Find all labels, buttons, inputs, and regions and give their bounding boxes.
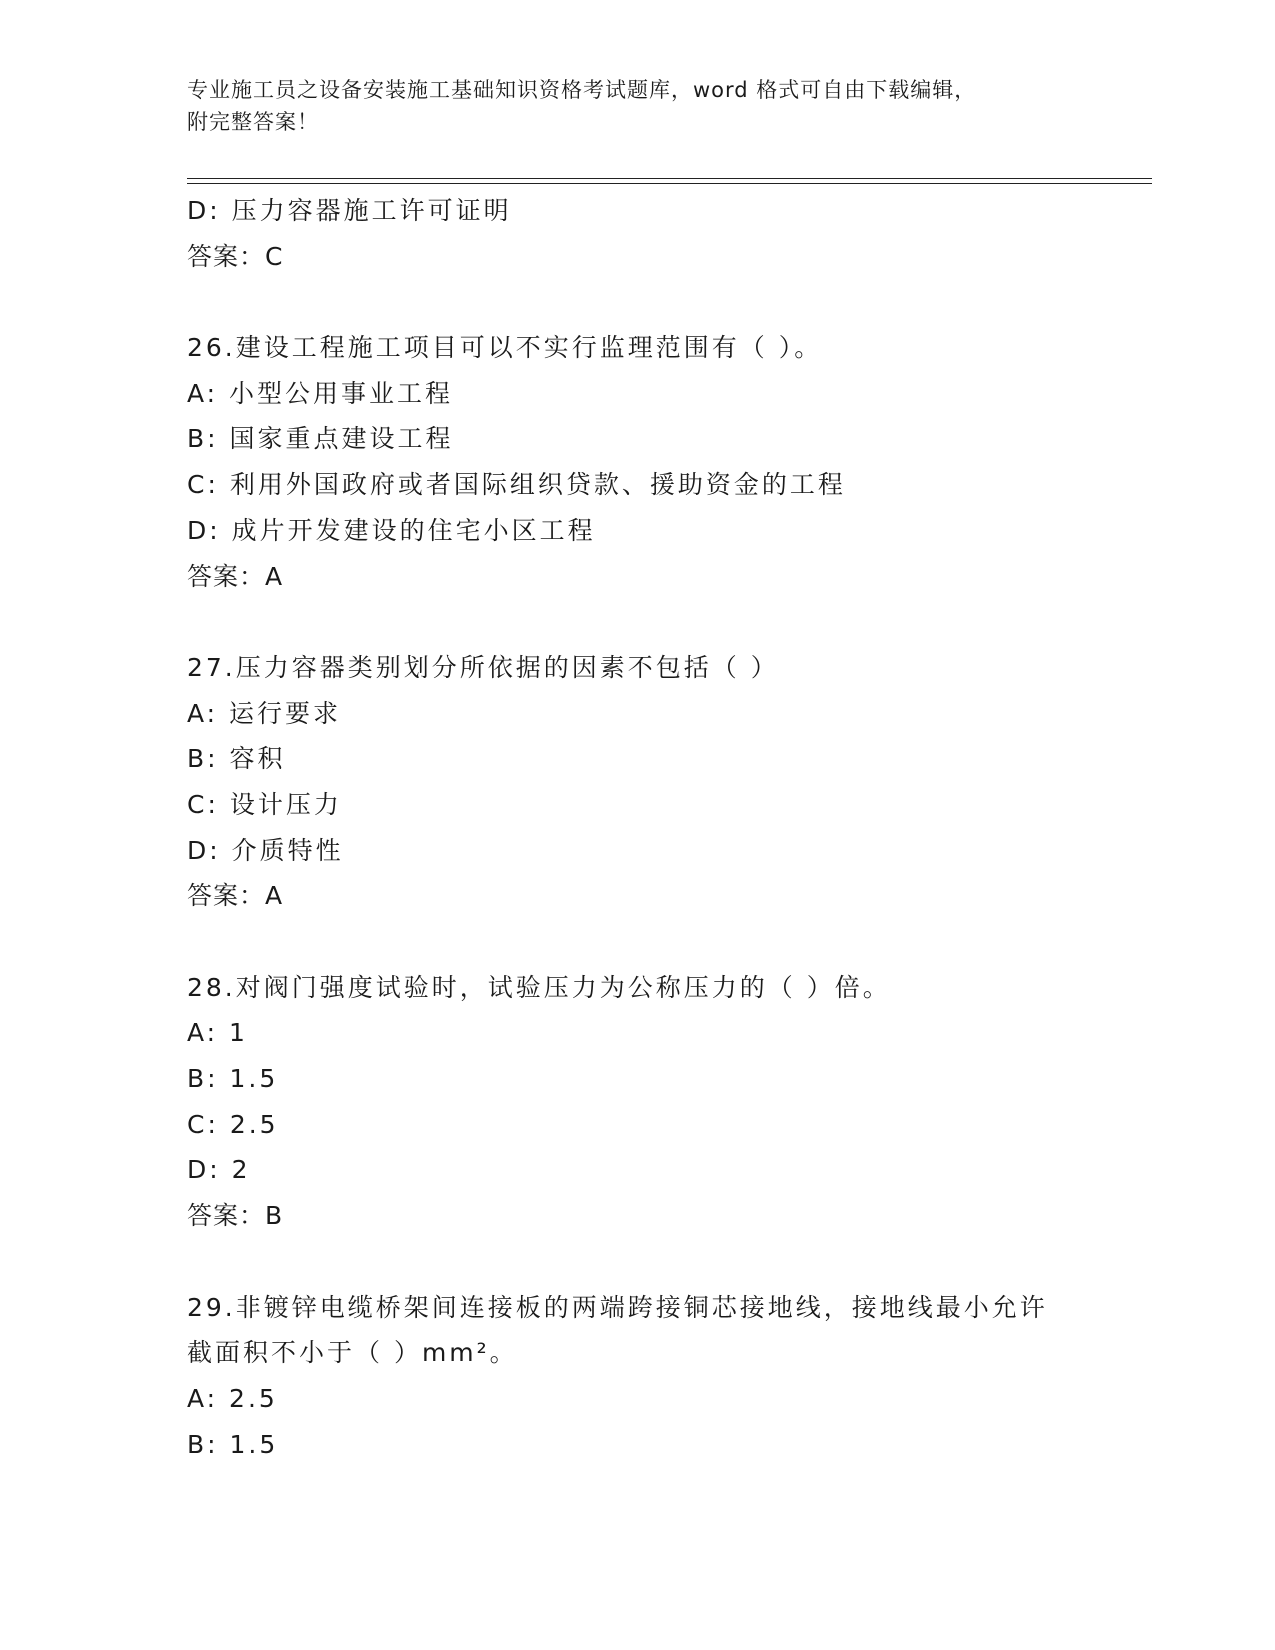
option-a: A: 2.5 — [187, 1383, 278, 1413]
question-stem: 27.压力容器类别划分所依据的因素不包括（ ） — [187, 652, 779, 682]
spacer — [187, 1239, 1147, 1285]
header-divider-top — [187, 178, 1152, 179]
question-stem: 28.对阀门强度试验时，试验压力为公称压力的（ ）倍。 — [187, 972, 891, 1002]
header-title-line-2: 附完整答案！ — [187, 110, 319, 134]
option-b: B: 1.5 — [187, 1429, 279, 1459]
option-c: C: 2.5 — [187, 1109, 279, 1139]
header-title-line-1: 专业施工员之设备安装施工基础知识资格考试题库，word 格式可自由下载编辑， — [187, 78, 977, 102]
option-c: C: 设计压力 — [187, 789, 342, 819]
answer-line: 答案：B — [187, 1201, 284, 1231]
option-d: D: 介质特性 — [187, 835, 344, 865]
option-b: B: 容积 — [187, 744, 286, 774]
option-a: A: 运行要求 — [187, 698, 342, 728]
question-fragment-25 — [187, 188, 1147, 279]
spacer — [187, 599, 1147, 645]
answer-line: 答案：A — [187, 881, 284, 911]
question-stem-line-1: 29.非镀锌电缆桥架间连接板的两端跨接铜芯接地线，接地线最小允许 — [187, 1292, 1048, 1322]
spacer — [187, 919, 1147, 965]
option-d: D: 压力容器施工许可证明 — [187, 196, 512, 225]
question-26 — [187, 325, 1147, 599]
option-b: B: 1.5 — [187, 1064, 279, 1094]
option-c: C: 利用外国政府或者国际组织贷款、援助资金的工程 — [187, 470, 846, 500]
answer-line: 答案：C — [187, 241, 284, 271]
option-d: D: 成片开发建设的住宅小区工程 — [187, 515, 596, 545]
question-27 — [187, 645, 1147, 919]
answer-line: 答案：A — [187, 561, 284, 591]
option-a: A: 小型公用事业工程 — [187, 378, 454, 408]
question-stem-line-2: 截面积不小于（ ）mm²。 — [187, 1338, 518, 1368]
document-header — [187, 74, 1087, 138]
question-28 — [187, 965, 1147, 1239]
option-b: B: 国家重点建设工程 — [187, 424, 454, 454]
question-29 — [187, 1285, 1147, 1468]
question-list — [187, 188, 1147, 1467]
spacer — [187, 279, 1147, 325]
option-d: D: 2 — [187, 1155, 251, 1185]
header-divider-bottom — [187, 183, 1152, 184]
option-a: A: 1 — [187, 1018, 248, 1048]
question-stem: 26.建设工程施工项目可以不实行监理范围有（ ）。 — [187, 333, 823, 363]
